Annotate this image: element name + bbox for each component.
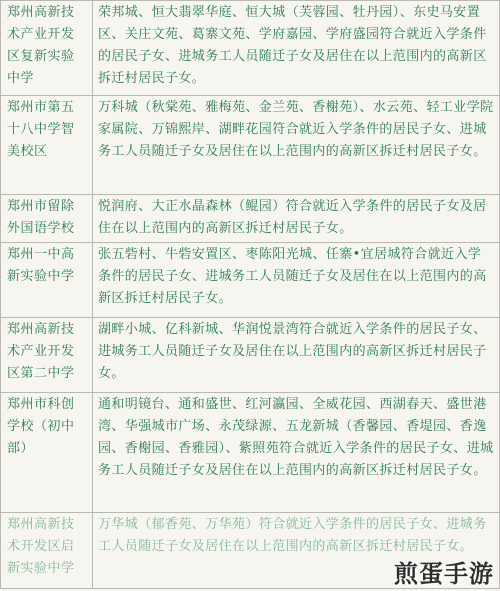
enrollment-scope: 湖畔小城、亿科新城、华润悦景湾符合就近入学条件的居民子女、进城务工人员随迁子女及居住在以上范围内的高新区拆迁村居民子女。 [93, 318, 500, 393]
table-row [1, 1, 500, 96]
school-name: 郑州市留除外国语学校 [1, 195, 93, 243]
school-name: 郑州高新技术产业开发区复新实验中学 [1, 1, 93, 96]
enrollment-scope: 张五砦村、牛砦安置区、枣陈阳光城、任寨•宜居城符合就近入学条件的居民子女、进城务工人员随迁子女及居住在以上范围内的高新区拆迁村居民子女。 [93, 243, 500, 318]
table-row [1, 96, 500, 195]
school-name: 郑州一中高新实验中学 [1, 243, 93, 318]
enrollment-scope: 万科城（秋棠苑、雅梅苑、金兰苑、香榭苑）、水云苑、轻工业学院家属院、万锦熙岸、湖畔花园符合就近入学条件的居民子女、进城务工人员随迁子女及居住在以上范围内的高新区拆迁村居民子女。 [93, 96, 500, 195]
school-name: 郑州高新技术开发区启新实验中学 [1, 513, 93, 589]
table-row [1, 195, 500, 243]
site-watermark: 煎蛋手游 [394, 560, 494, 588]
table-row [1, 318, 500, 393]
table-row [1, 393, 500, 513]
table-row [1, 243, 500, 318]
school-name: 郑州高新技术产业开发区第二中学 [1, 318, 93, 393]
enrollment-scope: 悦润府、大正水晶森林（鲲园）符合就近入学条件的居民子女及居住在以上范围内的高新区拆迁村居民子女。 [93, 195, 500, 243]
enrollment-scope: 通和明镜台、通和盛世、红河瀛园、全威花园、西湖春天、盛世港湾、华强城市广场、永茂绿源、五龙新城（香馨园、香堤园、香逸园、香榭园、香雅园）、紫照苑符合就近入学条件的居民子女、进城务工人员随迁子女及居住在以上范围内的高新区拆迁村居民子女。 [93, 393, 500, 513]
school-name: 郑州市第五十八中学智美校区 [1, 96, 93, 195]
enrollment-scope: 荣邦城、恒大翡翠华庭、恒大城（芙蓉园、牡丹园）、东史马安置区、关庄文苑、葛寨文苑、学府嘉园、学府盛园符合就近入学条件的居民子女、进城务工人员随迁子女及居住在以上范围内的高新区拆迁村居民子女。 [93, 1, 500, 96]
school-name: 郑州市科创学校（初中部） [1, 393, 93, 513]
enrollment-scope: 万华城（郁香苑、万华苑）符合就近入学条件的居民子女、进城务工人员随迁子女及居住在以上范围内的高新区拆迁村居民子女。 [93, 513, 500, 589]
